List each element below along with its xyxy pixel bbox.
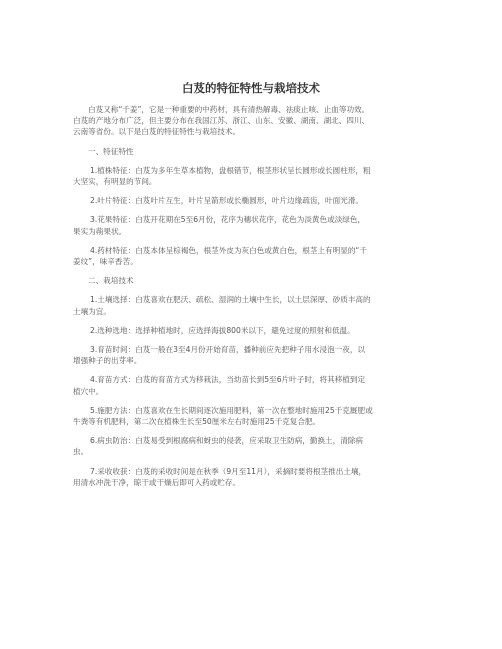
feature-item [73,165,438,187]
technique-line: 1.土壤选择：白芨喜欢在肥沃、疏松、湿润的土壤中生长，以土层深厚、砂质丰高的 [90,295,371,305]
feature-line: 果实为蒴果状。 [73,226,127,236]
feature-line: 4.药材特征：白芨本体呈棕褐色，根茎外皮为灰白色或黄白色，根茎上有明显的“千 [90,245,367,255]
technique-line: 植穴中。 [73,386,104,396]
technique-item [73,374,438,396]
technique-item [73,435,438,457]
document-body [73,104,438,488]
feature-line: 2.叶片特征：白芨叶片互生，叶片呈箭形或长椭圆形，叶片边缘疏齿，叶面光滑。 [90,196,364,206]
technique-line: 增强种子的出芽率。 [73,356,142,366]
feature-item [73,195,438,206]
feature-line: 大坚实，有明显的节间。 [73,177,157,187]
technique-item [73,405,438,427]
feature-line: 3.花果特征：白芨开花期在5至6月份，花序为穗状花序，花色为淡黄色或淡绿色， [90,215,366,225]
technique-line: 7.采收收获：白芨的采收时间是在秋季（9月至11月），采摘时要将根茎推出土壤， [90,466,367,476]
technique-item [73,294,438,316]
section-heading-techniques: 二、栽培技术 [88,276,134,286]
document-title: 白芨的特征特性与栽培技术 [182,81,320,95]
feature-line: 姜纹”，味辛香苦。 [73,257,138,267]
feature-item [73,214,438,236]
technique-item [73,344,438,366]
intro-line: 云南等省份。以下是白芨的特征特性与栽培技术。 [73,127,241,137]
technique-line: 土壤为宜。 [73,306,111,316]
intro-line: 白芨的产地分布广泛，但主要分布在我国江苏、浙江、山东、安徽、湖南、湖北、四川、 [73,116,370,126]
intro-paragraph [73,104,438,138]
technique-line: 5.施肥方法：白芨喜欢在生长期间逐次施用肥料，第一次在整地时施用25千克厩肥或 [90,405,373,415]
feature-item [73,245,438,267]
technique-line: 2.选种选地：选择种植地时，应选择海拔800米以下，避免过度的照射和低温。 [90,325,355,335]
technique-line: 牛粪等有机肥料，第二次在植株生长至50厘米左右时施用25千克复合肥。 [73,417,321,427]
technique-line: 3.育苗时间：白芨一般在3至4月份开始育苗，播种前应先把种子用水浸泡一夜，以 [90,345,366,355]
technique-line: 用清水冲洗干净，晾干或干燥后即可入药或贮存。 [73,477,241,487]
section-heading-features: 一、特征特性 [88,146,134,156]
technique-item [73,466,438,488]
technique-line: 虫。 [73,447,89,457]
feature-line: 1.植株特征：白芨为多年生草本植物，盘根错节，根茎形状呈长圆形或长圆柱形，粗 [90,165,371,175]
technique-line: 4.育苗方式：白芨的育苗方式为移栽法，当幼苗长到5至6片叶子时，将其移植到定 [90,375,366,385]
technique-item [73,325,438,336]
intro-line: 白芨又称“千姜”，它是一种重要的中药材，具有清热解毒、祛痰止咳、止血等功效。 [88,105,370,114]
technique-line: 6.病虫防治：白芨易受到根腐病和蚜虫的侵袭，应采取卫生防病，勤换土，清除病 [90,436,364,446]
